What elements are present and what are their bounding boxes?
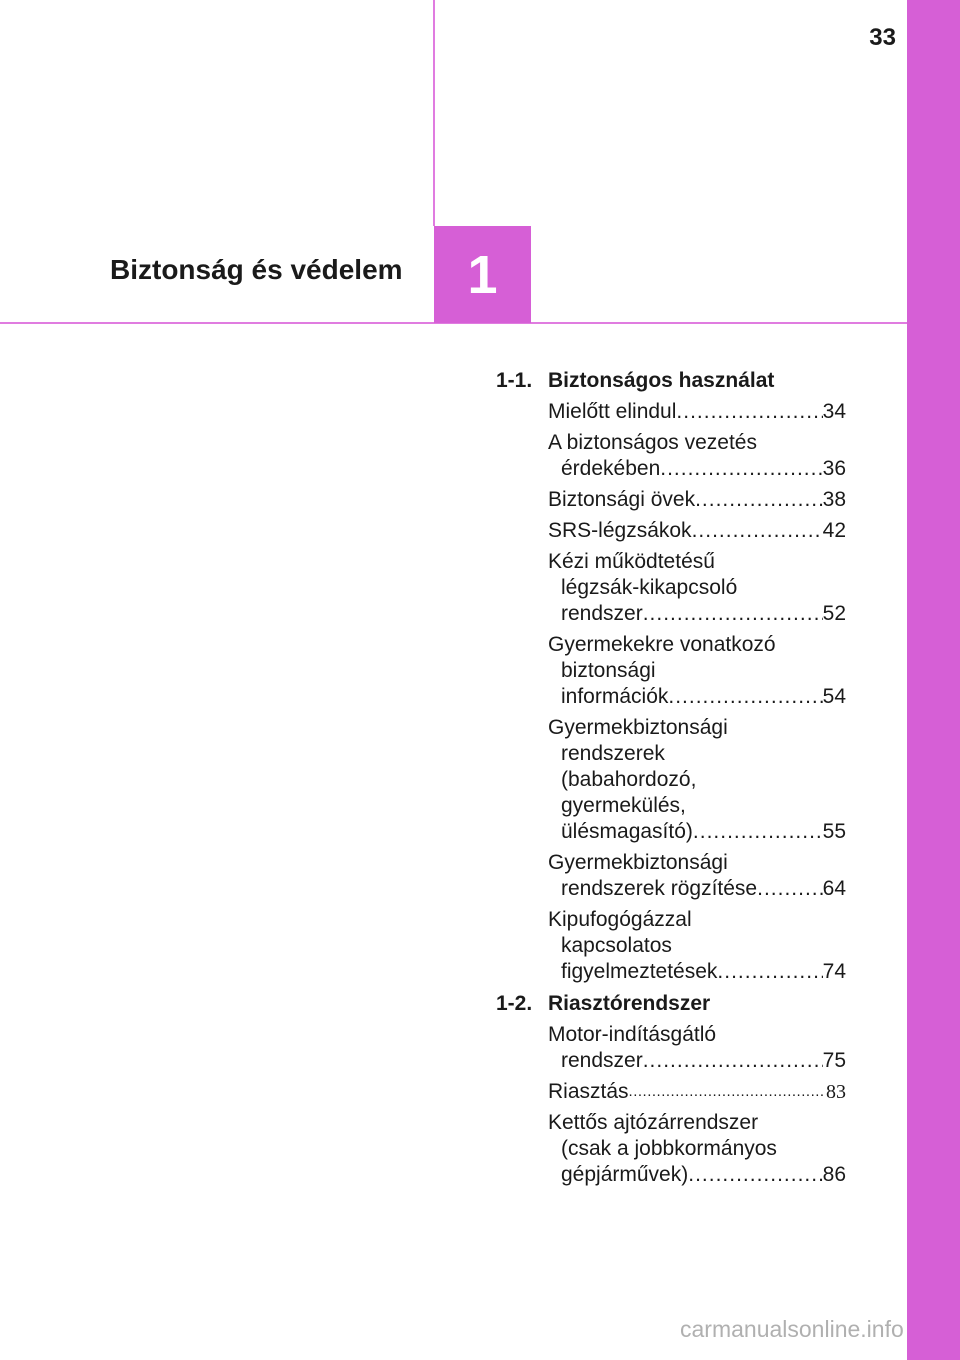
- entry-text: légzsák-kikapcsoló: [561, 576, 738, 599]
- entry-text: Kipufogógázzal: [548, 908, 692, 931]
- entry-text: Gyermekekre vonatkozó: [548, 633, 776, 656]
- entry-page-number: 54: [822, 685, 846, 708]
- entry-text: rendszerek rögzítése: [561, 877, 758, 900]
- entry-text: Riasztás: [548, 1080, 629, 1103]
- entry-text: érdekében: [561, 457, 661, 480]
- watermark-text: carmanualsonline.info: [680, 1316, 904, 1342]
- section-title: Riasztórendszer: [548, 992, 711, 1015]
- toc-entry[interactable]: [548, 399, 846, 425]
- dot-leader: [643, 601, 823, 627]
- dot-leader: [717, 959, 822, 985]
- table-of-contents: [496, 368, 846, 1194]
- toc-entry[interactable]: [548, 1079, 846, 1105]
- entry-text: gyermekülés,: [561, 794, 686, 817]
- entry-text: gépjárművek): [561, 1163, 689, 1186]
- entry-text: ülésmagasító): [561, 820, 693, 843]
- dot-leader: [688, 1162, 822, 1188]
- entry-text: Gyermekbiztonsági: [548, 851, 728, 874]
- dot-leader: [676, 399, 822, 425]
- dot-leader: [757, 876, 823, 902]
- toc-section: [496, 368, 846, 985]
- dot-leader: [668, 684, 822, 710]
- entry-text: Motor-indításgátló: [548, 1023, 717, 1046]
- entry-text: (csak a jobbkormányos: [561, 1137, 777, 1160]
- entry-page-number: 83: [826, 1081, 846, 1103]
- dot-leader: [693, 819, 823, 845]
- entry-text: Gyermekbiztonsági: [548, 716, 728, 739]
- entry-text: (babahordozó,: [561, 768, 697, 791]
- section-title: Biztonságos használat: [548, 369, 775, 392]
- dot-leader: [660, 456, 822, 482]
- entry-text: SRS-légzsákok: [548, 519, 692, 542]
- toc-entry[interactable]: [548, 1110, 846, 1188]
- entry-text: biztonsági: [561, 659, 656, 682]
- chapter-tab-strip: [907, 0, 960, 1360]
- section-heading[interactable]: [496, 991, 846, 1017]
- entry-text: Kézi működtetésű: [548, 550, 715, 573]
- entry-text: A biztonságos vezetés: [548, 431, 757, 454]
- toc-entry[interactable]: [548, 850, 846, 902]
- chapter-number-box: [434, 226, 531, 323]
- entry-text: rendszer: [561, 1049, 643, 1072]
- dot-leader: [629, 1079, 826, 1105]
- entry-text: rendszerek: [561, 742, 665, 765]
- entry-page-number: 75: [822, 1049, 846, 1072]
- page-number: 33: [869, 24, 896, 51]
- entry-text: kapcsolatos: [561, 934, 672, 957]
- toc-entry[interactable]: [548, 549, 846, 627]
- toc-entry[interactable]: [548, 632, 846, 710]
- dot-leader: [695, 487, 823, 513]
- toc-entry[interactable]: [548, 715, 846, 845]
- chapter-title: Biztonság és védelem: [110, 254, 403, 285]
- entry-page-number: 34: [822, 400, 846, 423]
- toc-entry[interactable]: [548, 487, 846, 513]
- entry-page-number: 42: [822, 519, 846, 542]
- entry-text: információk: [561, 685, 669, 708]
- toc-section: [496, 991, 846, 1188]
- entry-page-number: 55: [822, 820, 846, 843]
- toc-entry[interactable]: [548, 907, 846, 985]
- section-number: 1-2.: [496, 992, 533, 1015]
- entry-page-number: 52: [822, 602, 846, 625]
- entry-page-number: 36: [822, 457, 846, 480]
- entry-text: Kettős ajtózárrendszer: [548, 1111, 759, 1134]
- toc-entry[interactable]: [548, 1022, 846, 1074]
- entry-text: rendszer: [561, 602, 643, 625]
- toc-entry[interactable]: [548, 430, 846, 482]
- header-divider-vertical: [433, 0, 435, 226]
- section-heading[interactable]: [496, 368, 846, 394]
- chapter-number: 1: [467, 244, 498, 305]
- toc-entry[interactable]: [548, 518, 846, 544]
- entry-text: Mielőtt elindul: [548, 400, 677, 423]
- section-number: 1-1.: [496, 369, 533, 392]
- dot-leader: [692, 518, 823, 544]
- entry-text: Biztonsági övek: [548, 488, 696, 511]
- entry-page-number: 74: [822, 960, 846, 983]
- entry-page-number: 64: [822, 877, 846, 900]
- dot-leader: [643, 1048, 823, 1074]
- entry-page-number: 86: [822, 1163, 846, 1186]
- entry-text: figyelmeztetések: [561, 960, 718, 983]
- entry-page-number: 38: [822, 488, 846, 511]
